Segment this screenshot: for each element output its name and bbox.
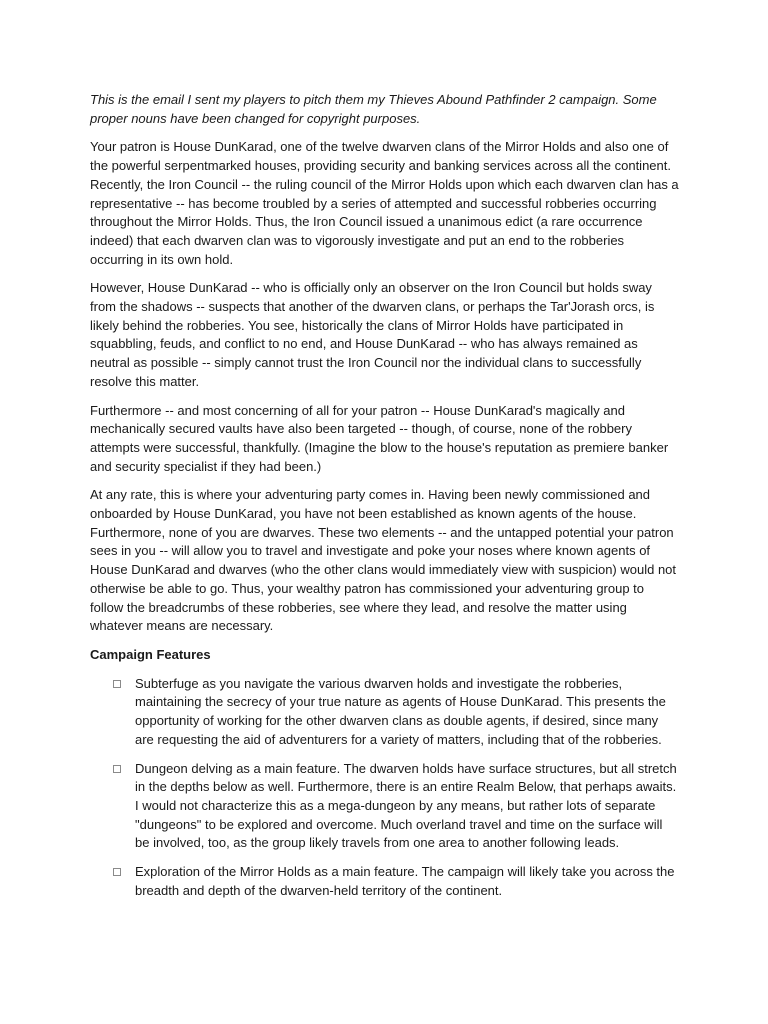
feature-item-dungeon-delving — [90, 760, 680, 854]
checkbox-icon[interactable] — [113, 765, 121, 773]
checkbox-icon[interactable] — [113, 680, 121, 688]
campaign-features-heading: Campaign Features — [90, 646, 211, 662]
campaign-features-list — [90, 675, 680, 901]
feature-text: Exploration of the Mirror Holds as a main feature. The campaign will likely take you across the breadth and depth of the dwarven-held territory of the continent. — [135, 864, 675, 898]
feature-item-exploration — [90, 863, 680, 900]
document-page — [90, 91, 680, 910]
body-paragraph-3: Furthermore -- and most concerning of all for your patron -- House DunKarad's magically and mechanically secured vaults have also been targeted -- though, of course, none of the robbery attempts were successful, thankfully. (Imagine the blow to the house's reputation as premiere banker and security specialist if they had been.) — [90, 402, 669, 474]
body-paragraph-1: Your patron is House DunKarad, one of the twelve dwarven clans of the Mirror Holds and also one of the powerful serpentmarked houses, providing security and banking services across all the continent. Recently, the Iron Council -- the ruling council of the Mirror Holds upon which each dwarven clan has a representative -- has become troubled by a series of attempted and successful robberies occurring throughout the Mirror Holds. Thus, the Iron Council issued a unanimous edict (a rare occurrence indeed) that each dwarven clan was to vigorously investigate and put an end to the robberies occurring in its own hold. — [90, 139, 679, 267]
feature-text: Dungeon delving as a main feature. The dwarven holds have surface structures, but all stretch in the depths below as well. Furthermore, there is an entire Realm Below, that perhaps awaits. I would not characterize this as a mega-dungeon by any means, but rather lots of separate "dungeons" to be explored and overcome. Much overland travel and time on the surface will be involved, too, as the group likely travels from one area to another following leads. — [135, 760, 677, 851]
intro-paragraph: This is the email I sent my players to pitch them my Thieves Abound Pathfinder 2 campaign. Some proper nouns have been changed for copyright purposes. — [90, 92, 657, 126]
checkbox-icon[interactable] — [113, 868, 121, 876]
feature-item-subterfuge — [90, 675, 680, 750]
body-paragraph-2: However, House DunKarad -- who is officially only an observer on the Iron Council but holds sway from the shadows -- suspects that another of the dwarven clans, or perhaps the Tar'Jorash orcs, is likely behind the robberies. You see, historically the clans of Mirror Holds have participated in squabbling, feuds, and conflict to no end, and House DunKarad -- who has always remained as neutral as possible -- simply cannot trust the Iron Council nor the individual clans to successfully resolve this matter. — [90, 280, 655, 389]
feature-text: Subterfuge as you navigate the various dwarven holds and investigate the robberies, maintaining the secrecy of your true nature as agents of House DunKarad. This presents the opportunity of working for the other dwarven clans as double agents, if desired, since many are requesting the aid of adventurers for a variety of matters, including that of the robberies. — [135, 675, 666, 747]
body-paragraph-4: At any rate, this is where your adventuring party comes in. Having been newly commissioned and onboarded by House DunKarad, you have not been established as known agents of the house. Furthermore, none of you are dwarves. These two elements -- and the untapped potential your patron sees in you -- will allow you to travel and investigate and poke your noses where known agents of House DunKarad and dwarves (who the other clans would immediately view with suspicion) would not otherwise be able to go. Thus, your wealthy patron has commissioned your adventuring group to follow the breadcrumbs of these robberies, see where they lead, and resolve the matter using whatever means are necessary. — [90, 487, 677, 634]
